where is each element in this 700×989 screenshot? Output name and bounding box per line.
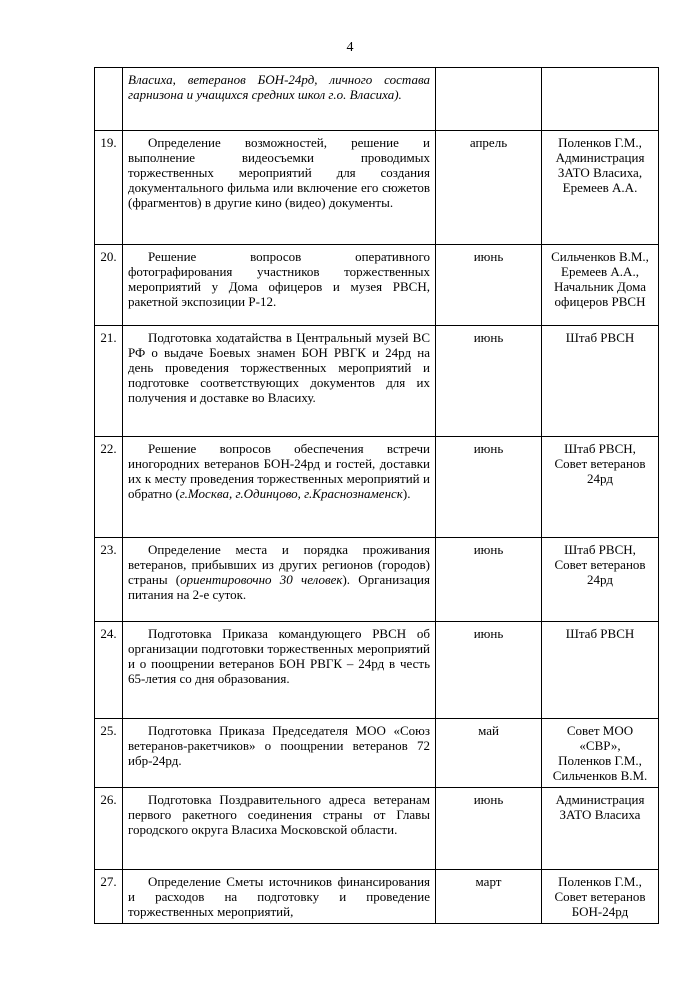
table-row (95, 622, 659, 719)
responsible-line: Поленков Г.М., (558, 135, 642, 150)
row-number: 24. (95, 622, 123, 719)
row-number: 27. (95, 870, 123, 924)
activity-text: ). Организация питания на 2-е суток. (128, 572, 430, 602)
responsible-line: Совет ветеранов (554, 889, 646, 904)
table-row (95, 245, 659, 326)
deadline-cell: июнь (436, 437, 542, 538)
activity-paragraph (128, 723, 430, 768)
page-number: 4 (346, 40, 354, 55)
responsible-line: Совет ветеранов (554, 557, 646, 572)
deadline-cell (436, 68, 542, 131)
activity-italic-text: ориентировочно 30 человек (180, 572, 343, 587)
responsible-line: ЗАТО Власиха (559, 807, 641, 822)
continuation-text: Власиха, ветеранов БОН-24рд, личного состава гарнизона и учащихся средних школ г.о. Власиха (128, 72, 430, 102)
table-row (95, 788, 659, 870)
table-row (95, 326, 659, 437)
table-row-continuation (95, 68, 659, 131)
responsible-line: Сильченков В.М., (551, 249, 649, 264)
activity-text: Решение вопросов оперативного фотографирования участников торжественных мероприятий у Дома офицеров и музея РВСН, ракетной экспозиции Р-12. (128, 249, 430, 309)
activity-description (123, 719, 436, 788)
activity-text: Подготовка Поздравительного адреса ветеранам первого ракетного соединения страны от Главы городского округа Власиха Московской области. (128, 792, 430, 837)
activity-text: Определение возможностей, решение и выполнение видеосъемки проводимых торжественных мероприятий для создания документального фильма или включение его сюжетов (фрагментов) в другие кино (видео) документы. (128, 135, 430, 210)
responsible-line: 24рд (587, 572, 613, 587)
row-number: 21. (95, 326, 123, 437)
deadline-cell: май (436, 719, 542, 788)
activity-description (123, 326, 436, 437)
table-row (95, 870, 659, 924)
deadline-cell: июнь (436, 622, 542, 719)
responsible-cell (542, 245, 659, 326)
table-row (95, 538, 659, 622)
row-number: 25. (95, 719, 123, 788)
activity-paragraph (128, 135, 430, 210)
responsible-cell (542, 68, 659, 131)
responsible-line: Штаб РВСН, (564, 542, 636, 557)
responsible-line: БОН-24рд (571, 904, 629, 919)
responsible-line: Сильченков В.М. (552, 768, 648, 783)
responsible-line: Администрация (555, 150, 645, 165)
activity-paragraph (128, 249, 430, 309)
table-row (95, 131, 659, 245)
deadline-cell: июнь (436, 538, 542, 622)
events-plan-table (94, 67, 659, 924)
deadline-cell: июнь (436, 788, 542, 870)
responsible-line: Поленков Г.М., (558, 753, 642, 768)
responsible-cell (542, 437, 659, 538)
row-number (95, 68, 123, 131)
responsible-cell (542, 870, 659, 924)
activity-paragraph (128, 441, 430, 501)
responsible-line: Поленков Г.М., (558, 874, 642, 889)
activity-description (123, 622, 436, 719)
row-number: 23. (95, 538, 123, 622)
responsible-cell (542, 131, 659, 245)
responsible-line: Еремеев А.А. (562, 180, 638, 195)
deadline-cell: июнь (436, 245, 542, 326)
responsible-line: ЗАТО Власиха, (557, 165, 643, 180)
responsible-line: 24рд (587, 471, 613, 486)
activity-description (123, 131, 436, 245)
activity-text: Подготовка Приказа Председателя МОО «Союз ветеранов-ракетчиков» о поощрении ветеранов 72 ибр-24рд. (128, 723, 430, 768)
responsible-line: Штаб РВСН (565, 330, 635, 345)
responsible-line: Штаб РВСН, (564, 441, 636, 456)
activity-paragraph (128, 874, 430, 919)
deadline-cell: апрель (436, 131, 542, 245)
activity-description (123, 788, 436, 870)
row-number: 22. (95, 437, 123, 538)
responsible-cell (542, 538, 659, 622)
activity-text: Решение вопросов обеспечения встречи иногородних ветеранов БОН-24рд и гостей, доставки их к месту проведения торжественных мероприятий и обратно ( (128, 441, 430, 501)
activity-paragraph (128, 542, 430, 602)
table-row (95, 437, 659, 538)
responsible-cell (542, 326, 659, 437)
activity-paragraph (128, 626, 430, 686)
continuation-tail: ). (394, 87, 402, 102)
row-number: 19. (95, 131, 123, 245)
activity-description (123, 538, 436, 622)
responsible-line: офицеров РВСН (554, 294, 646, 309)
responsible-line: Совет МОО (566, 723, 634, 738)
row-number: 20. (95, 245, 123, 326)
activity-description (123, 437, 436, 538)
activity-description (123, 870, 436, 924)
activity-text: ). (402, 486, 411, 501)
responsible-line: Начальник Дома (554, 279, 646, 294)
responsible-line: Совет ветеранов (554, 456, 646, 471)
activity-text: Определение Сметы источников финансирования и расходов на подготовку и проведение торжественных мероприятий, (128, 874, 430, 919)
responsible-line: Штаб РВСН (565, 626, 635, 641)
activity-paragraph (128, 792, 430, 837)
responsible-line: «СВР», (579, 738, 621, 753)
activity-description (123, 245, 436, 326)
row-number: 26. (95, 788, 123, 870)
activity-paragraph (128, 330, 430, 405)
responsible-line: Администрация (555, 792, 645, 807)
table-row (95, 719, 659, 788)
activity-description (123, 68, 436, 131)
responsible-cell (542, 622, 659, 719)
activity-text: Подготовка ходатайства в Центральный музей ВС РФ о выдаче Боевых знамен БОН РВГК и 24рд на день проведения торжественных мероприятий и подготовке соответствующих документов для их получения и доставке во Власиху. (128, 330, 430, 405)
activity-italic-text: г.Москва, г.Одинцово, г.Краснознаменск (179, 486, 403, 501)
responsible-cell (542, 719, 659, 788)
deadline-cell: март (436, 870, 542, 924)
activity-text: Определение места и порядка проживания ветеранов, прибывших из других регионов (городов) страны ( (128, 542, 430, 587)
deadline-cell: июнь (436, 326, 542, 437)
activity-text: Подготовка Приказа командующего РВСН об организации подготовки торжественных мероприятий и о поощрении ветеранов БОН РВГК – 24рд в честь 65-летия со дня образования. (128, 626, 430, 686)
responsible-line: Еремеев А.А., (561, 264, 639, 279)
responsible-cell (542, 788, 659, 870)
